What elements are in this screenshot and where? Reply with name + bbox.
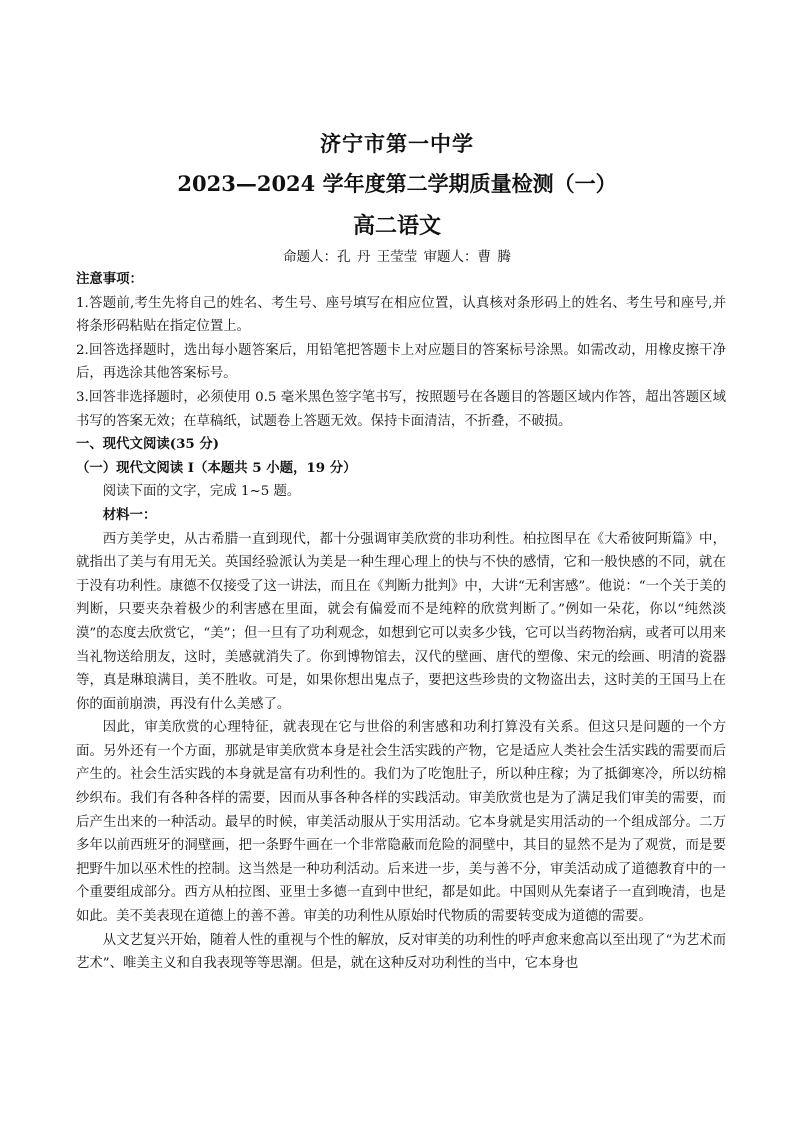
school-name: 济宁市第一中学 (320, 131, 474, 156)
section-title: 一、现代文阅读(35 分) (76, 436, 220, 453)
paragraph-1: 西方美学史，从古希腊一直到现代，都十分强调审美欣赏的非功利性。柏拉图早在《大希彼阿斯篇》中，就指出了美与有用无关。英国经验派认为美是一种生理心理上的快与不快的感情，它和一般快感的不同，就在于没有功利性。康德不仅接受了这一讲法，而且在《判断力批判》中，大讲“无利害感”。他说：“一个关于美的判断，只要夹杂着极少的利害感在里面，就会有偏爱而不是纯粹的欣赏判断了。”例如一朵花，你以“纯然淡漠”的态度去欣赏它，“美”；但一旦有了功利观念，如想到它可以卖多少钱，它可以当药物治病，或者可以用来当礼物送给朋友，这时，美感就消失了。你到博物馆去，汉代的壁画、唐代的塑像、宋元的绘画、明清的瓷器等，真是琳琅满目，美不胜收。可是，如果你想出鬼点子，要把这些珍贵的文物盗出去，这时美的王国马上在你的面前崩溃，再没有什么美感了。 (76, 531, 726, 712)
paragraph-2: 因此，审美欣赏的心理特征，就表现在它与世俗的利害感和功利打算没有关系。但这只是问题的一个方面。另外还有一个方面，那就是审美欣赏本身是社会生活实践的产物，它是适应人类社会生活实践的需要而后产生的。社会生活实践的本身就是富有功利性的。我们为了吃饱肚子，所以种庄稼；为了抵御寒冷，所以纺棉纱织布。我们有各种各样的需要，因而从事各种各样的实践活动。审美欣赏也是为了满足我们审美的需要，而后产生出来的一种活动。最早的时候，审美活动服从于实用活动。它本身就是实用活动的一个组成部分。二万多年以前西班牙的洞壁画，把一条野牛画在一个非常隐蔽而危险的洞壁中，其目的显然不是为了观赏，而是要把野牛加以巫术性的控制。这当然是一种功利活动。后来进一步，美与善不分，审美活动成了道德教育中的一个重要组成部分。西方从柏拉图、亚里士多德一直到中世纪，都是如此。中国则从先秦诸子一直到晚清，也是如此。美不美表现在道德上的善不善。审美的功利性从原始时代物质的需要转变成为道德的需要。 (76, 720, 726, 925)
note-item-3: 3.回答非选择题时，必须使用 0.5 毫米黑色签字笔书写，按照题号在各题目的答题区域内作答，超出答题区域书写的答案无效；在草稿纸，试题卷上答题无效。保持卡面清洁，不折叠，不破损。 (76, 389, 726, 429)
note-item-2: 2.回答选择题时，选出每小题答案后，用铅笔把答题卡上对应题目的答案标号涂黑。如需改动，用橡皮擦干净后，再选涂其他答案标号。 (76, 342, 726, 382)
reading-instruction: 阅读下面的文字，完成 1~5 题。 (102, 484, 301, 500)
question-setters: 命题人：孔 丹 王莹莹 审题人：曹 腾 (283, 249, 511, 265)
material-title: 材料一： (102, 506, 157, 523)
exam-body (76, 268, 726, 976)
note-item-1: 1.答题前,考生先将自己的姓名、考生号、座号填写在相应位置，认真核对条形码上的姓名、考生号和座号,并将条形码粘贴在指定位置上。 (76, 295, 726, 335)
subsection-title: （一）现代文阅读 I（本题共 5 小题，19 分） (76, 459, 357, 476)
notes-title: 注意事项： (76, 271, 143, 287)
paragraph-3: 从文艺复兴开始，随着人性的重视与个性的解放，反对审美的功利性的呼声愈来愈高以至出现了“为艺术而艺术”、唯美主义和自我表现等等思潮。但是，就在这种反对功利性的当中，它本身也 (76, 932, 726, 972)
exam-title: 2023—2024 学年度第二学期质量检测（一） (177, 171, 617, 196)
subject-title: 高二语文 (352, 213, 441, 239)
